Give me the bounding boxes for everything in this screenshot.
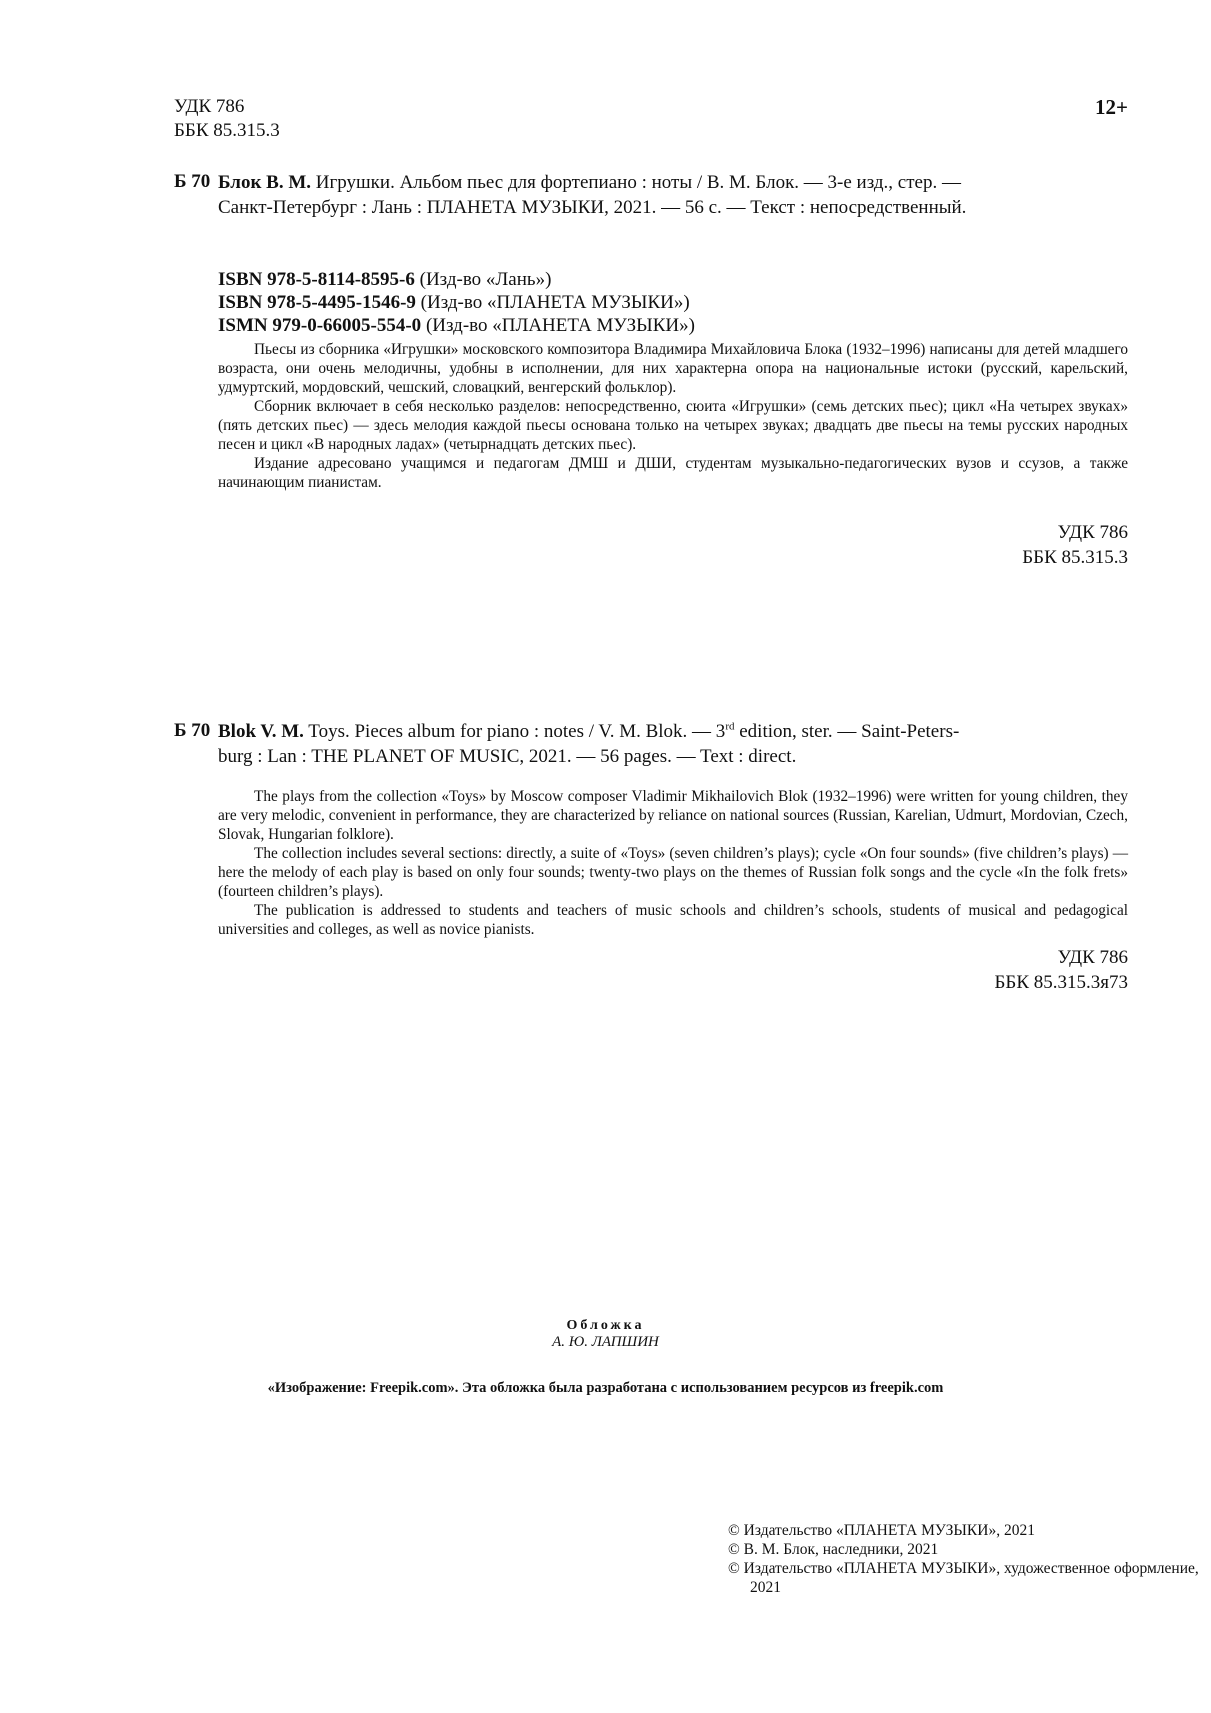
en-ordinal-suffix: rd: [725, 720, 735, 733]
ru-author: Блок В. М.: [218, 172, 312, 193]
abstract-paragraph: The publication is addressed to students and teachers of music schools and children’s schools, students of musical and pedagogical universities and colleges, as well as novice pianists.: [218, 902, 1128, 938]
en-imprint-line: burg : Lan : THE PLANET OF MUSIC, 2021. — 56 pages. — Text : direct.: [218, 746, 797, 767]
ru-bibliographic-record: [218, 170, 1128, 220]
cover-credit: [0, 1318, 1211, 1351]
en-author: Blok V. M.: [218, 721, 304, 742]
copyright-block: [728, 1521, 1211, 1597]
ru-classification: [1022, 520, 1128, 570]
image-credit: «Изображение: Freepik.com». Эта обложка была разработана с использованием ресурсов из freepik.com: [267, 1380, 944, 1396]
header-bbk: ББК 85.315.3: [174, 120, 280, 141]
copyright-line: © В. М. Блок, наследники, 2021: [728, 1541, 939, 1558]
ismn-number: ISMN 979-0-66005-554-0: [218, 315, 422, 336]
age-rating: 12+: [1095, 95, 1128, 119]
isbn-list: [218, 268, 695, 337]
header-udk: УДК 786: [174, 96, 245, 117]
header-classification: [174, 95, 280, 143]
en-title-line-b: edition, ster. — Saint-Peters-: [734, 721, 960, 742]
cover-label: Обложка: [566, 1318, 645, 1333]
isbn-line: [218, 314, 695, 337]
en-udk: УДК 786: [1057, 947, 1128, 968]
isbn-publisher: (Изд-во «ПЛАНЕТА МУЗЫКИ»): [421, 315, 695, 336]
en-abstract: [218, 787, 1128, 939]
copyright-line: © Издательство «ПЛАНЕТА МУЗЫКИ», художественное оформление, 2021: [728, 1560, 1199, 1596]
cover-artist: А. Ю. ЛАПШИН: [552, 1334, 659, 1350]
copyright-line: © Издательство «ПЛАНЕТА МУЗЫКИ», 2021: [728, 1522, 1035, 1539]
ru-imprint-line: Санкт-Петербург : Лань : ПЛАНЕТА МУЗЫКИ, 2021. — 56 с. — Текст : непосредственный.: [218, 197, 967, 218]
isbn-number: ISBN 978-5-4495-1546-9: [218, 292, 416, 313]
abstract-paragraph: Издание адресовано учащимся и педагогам ДМШ и ДШИ, студентам музыкально-педагогических вузов и ссузов, а также начинающим пианистам.: [218, 455, 1128, 491]
en-classification: [995, 945, 1128, 995]
abstract-paragraph: The collection includes several sections: directly, a suite of «Toys» (seven children’s plays); cycle «On four sounds» (five children’s plays) — here the melody of each play is based on only four sounds; twenty-two plays on the themes of Russian folk songs and the cycle «In the folk frets» (fourteen children’s plays).: [218, 845, 1128, 900]
isbn-publisher: (Изд-во «Лань»): [414, 269, 552, 290]
isbn-publisher: (Изд-во «ПЛАНЕТА МУЗЫКИ»): [415, 292, 690, 313]
ru-author-code: Б 70: [174, 171, 211, 192]
abstract-paragraph: Сборник включает в себя несколько разделов: непосредственно, сюита «Игрушки» (семь детских пьес); цикл «На четырех звуках» (пять детских пьес) — здесь мелодия каждой пьесы основана только на четырех звуках; двадцать две пьесы на темы русских народных песен и цикл «В народных ладах» (четырнадцать детских пьес).: [218, 398, 1128, 453]
ru-abstract: [218, 340, 1128, 492]
en-bibliographic-record: [218, 719, 1128, 769]
en-bbk: ББК 85.315.3я73: [994, 972, 1128, 993]
isbn-number: ISBN 978-5-8114-8595-6: [218, 269, 415, 290]
abstract-paragraph: Пьесы из сборника «Игрушки» московского композитора Владимира Михайловича Блока (1932–1996) написаны для детей младшего возраста, они очень мелодичны, удобны в исполнении, для них характерна опора на национальные истоки (русский, карельский, удмуртский, мордовский, чешский, словацкий, венгерский фольклор).: [218, 341, 1128, 396]
ru-title-line: Игрушки. Альбом пьес для фортепиано : ноты / В. М. Блок. — 3-е изд., стер. —: [311, 172, 961, 193]
en-author-code: Б 70: [174, 720, 211, 741]
isbn-line: [218, 291, 695, 314]
isbn-line: [218, 268, 695, 291]
ru-bbk: ББК 85.315.3: [1022, 547, 1128, 568]
ru-udk: УДК 786: [1057, 522, 1128, 543]
abstract-paragraph: The plays from the collection «Toys» by Moscow composer Vladimir Mikhailovich Blok (1932–1996) were written for young children, they are very melodic, convenient in performance, they are characterized by reliance on national sources (Russian, Karelian, Udmurt, Mordovian, Czech, Slovak, Hungarian folklore).: [218, 788, 1128, 843]
en-title-line-a: Toys. Pieces album for piano : notes / V. M. Blok. — 3: [303, 721, 726, 742]
